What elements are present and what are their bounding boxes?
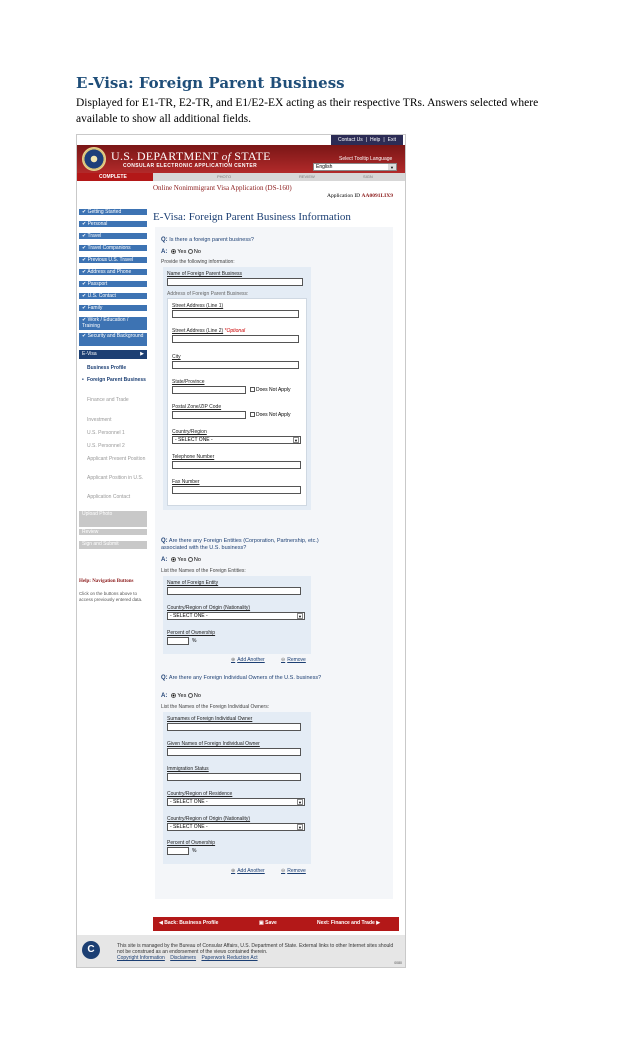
sidebar-item-label: Passport [87, 281, 108, 287]
street2-label: Street Address (Line 2) *Optional [172, 328, 246, 334]
progress-complete-label: COMPLETE [99, 174, 127, 180]
page-title: E-Visa: Foreign Parent Business Information [153, 211, 351, 223]
top-links: Contact Us | Help | Exit [331, 135, 403, 145]
answer-foreign-owners [161, 693, 201, 699]
add-icon: ⊕ [231, 868, 236, 874]
site-header [77, 145, 406, 173]
paperwork-reduction-link[interactable]: Paperwork Reduction Act [201, 955, 258, 961]
sidebar-item-label: Previous U.S. Travel [87, 257, 134, 263]
surnames-label: Surnames of Foreign Individual Owner [167, 716, 253, 722]
question-text: Are there any Foreign Individual Owners of the U.S. business? [168, 675, 322, 681]
main-content [153, 181, 406, 968]
sidebar-item-sign-submit: Sign and Submit [79, 541, 147, 549]
sidebar-item-label: Work / Education / Training [82, 317, 129, 329]
fax-label: Fax Number [172, 479, 200, 485]
progress-step-review: REVIEW [299, 174, 315, 179]
contact-us-link[interactable]: Contact Us [338, 137, 363, 143]
q-label: Q: [161, 538, 168, 544]
sidebar-item-label: Address and Phone [87, 269, 132, 275]
help-text: Click on the buttons above to access previously entered data. [79, 591, 143, 602]
street1-input[interactable] [172, 310, 299, 318]
application-name: Online Nonimmigrant Visa Application (DS-160) [153, 184, 292, 192]
yes-radio[interactable] [171, 693, 176, 698]
footer-links [117, 955, 262, 961]
no-radio[interactable] [188, 693, 193, 698]
optional-label: *Optional [224, 328, 246, 334]
sidebar [77, 181, 151, 968]
sidebar-item-review: Review [79, 529, 147, 535]
entity-name-label: Name of Foreign Entity [167, 580, 219, 586]
document-subtitle: Displayed for E1-TR, E2-TR, and E1/E2-EX acting as their respective TRs. Answers selected where available to show all additional fields. [76, 97, 539, 125]
progress-step-sign: SIGN [363, 174, 373, 179]
screenshot-frame [76, 134, 406, 968]
entity-origin-label: Country/Region of Origin (Nationality) [167, 605, 251, 611]
street1-label: Street Address (Line 1) [172, 303, 224, 309]
no-label: No [193, 249, 201, 255]
consular-affairs-logo-icon: C [82, 941, 100, 959]
select-value: - SELECT ONE - [170, 799, 208, 805]
sidebar-item-getting-started[interactable]: ✔ Getting Started [79, 209, 147, 216]
postal-input[interactable] [172, 411, 246, 419]
foreign-owner-group [163, 712, 311, 864]
sidebar-item-travel[interactable]: ✔ Travel [79, 233, 147, 240]
progress-bar [77, 173, 406, 181]
sidebar-item-upload-photo: Upload Photo [79, 511, 147, 527]
footer-code: 0080 [394, 961, 402, 965]
sidebar-item-passport[interactable]: ✔ Passport [79, 281, 147, 288]
department-name: U.S. DEPARTMENT [111, 149, 219, 163]
sidebar-item-label: Foreign Parent Business [87, 377, 146, 383]
entity-name-input[interactable] [167, 587, 301, 595]
sidebar-subitem-foreign-parent-business[interactable] [79, 377, 147, 389]
state-does-not-apply-checkbox[interactable] [250, 387, 290, 393]
chevron-left-icon: ◀ [159, 920, 163, 926]
owner-origin-label: Country/Region of Origin (Nationality) [167, 816, 251, 822]
bullet-icon: • [82, 377, 84, 383]
save-button[interactable] [259, 920, 277, 926]
country-label: Country/Region [172, 429, 207, 435]
progress-step-photo: PHOTO [217, 174, 232, 179]
remove-icon: ⊖ [281, 868, 286, 874]
top-bar [77, 135, 406, 145]
sidebar-item-work-education[interactable]: ✔ Work / Education / Training [79, 317, 147, 331]
sidebar-subitem-present-position[interactable]: Applicant Present Position [87, 456, 146, 462]
sidebar-subitem-us-personnel-1[interactable]: U.S. Personnel 1 [87, 430, 125, 436]
sidebar-subitem-business-profile[interactable]: Business Profile [87, 365, 127, 371]
progress-complete [77, 173, 153, 181]
add-icon: ⊕ [231, 657, 236, 663]
department-state: STATE [234, 149, 271, 163]
center-subtitle: CONSULAR ELECTRONIC APPLICATION CENTER [123, 163, 258, 169]
instruction-text: Provide the following information: [161, 259, 235, 265]
given-names-label: Given Names of Foreign Individual Owner [167, 741, 260, 747]
application-id [327, 193, 393, 199]
select-value: - SELECT ONE - [170, 824, 208, 830]
residence-label: Country/Region of Residence [167, 791, 233, 797]
sidebar-subitem-investment[interactable]: Investment [87, 417, 112, 423]
exit-link[interactable]: Exit [387, 137, 396, 143]
fax-input[interactable] [172, 486, 301, 494]
address-label: Address of Foreign Parent Business: [167, 291, 249, 297]
a-label: A: [161, 249, 168, 255]
application-id-value: AA0091LIX9 [361, 193, 393, 199]
save-icon: ▣ [259, 920, 264, 926]
telephone-label: Telephone Number [172, 454, 215, 460]
remove-entity-link[interactable] [281, 657, 306, 663]
telephone-input[interactable] [172, 461, 301, 469]
chevron-down-icon: ▼ [388, 164, 396, 170]
address-group [167, 298, 307, 506]
sidebar-item-us-contact[interactable]: ✔ U.S. Contact [79, 293, 147, 300]
sidebar-item-label: Travel Companions [87, 245, 131, 251]
sidebar-item-security[interactable]: ✔ Security and Background [79, 333, 147, 347]
question-text: Is there a foreign parent business? [169, 237, 254, 243]
checkbox-label: Does Not Apply [256, 387, 291, 393]
residence-select[interactable] [167, 798, 305, 806]
help-link[interactable]: Help [370, 137, 381, 143]
owner-origin-select[interactable] [167, 823, 305, 831]
sidebar-subitem-us-personnel-2[interactable]: U.S. Personnel 2 [87, 443, 125, 449]
site-footer [77, 935, 406, 968]
a-label: A: [161, 693, 168, 699]
answer-foreign-parent [161, 249, 201, 255]
back-button[interactable] [159, 920, 218, 926]
remove-icon: ⊖ [281, 657, 286, 663]
remove-owner-link[interactable] [281, 868, 306, 874]
no-label: No [193, 557, 201, 563]
surnames-input[interactable] [167, 723, 301, 731]
given-names-input[interactable] [167, 748, 301, 756]
link-label: Add Another [237, 868, 265, 874]
disclaimers-link[interactable]: Disclaimers [170, 955, 197, 961]
city-input[interactable] [172, 361, 299, 369]
chevron-down-icon: ▼ [294, 438, 298, 443]
sidebar-item-label: U.S. Contact [87, 293, 116, 299]
city-label: City [172, 354, 181, 360]
q-label: Q: [161, 237, 168, 243]
sidebar-item-personal[interactable]: ✔ Personal [79, 221, 147, 228]
add-another-entity-link[interactable] [231, 657, 265, 663]
entity-ownership-input[interactable] [167, 637, 189, 645]
help-title: Help: Navigation Buttons [79, 579, 134, 584]
sidebar-subitem-application-contact[interactable]: Application Contact [87, 494, 131, 500]
immigration-status-label: Immigration Status [167, 766, 209, 772]
question-foreign-owners [161, 675, 331, 682]
owner-ownership-label: Percent of Ownership [167, 840, 216, 846]
owner-ownership-input[interactable] [167, 847, 189, 855]
button-label: Save [265, 920, 277, 926]
button-label: Next: Finance and Trade [317, 920, 375, 926]
yes-label: Yes [177, 249, 187, 255]
sidebar-item-label: Security and Background [87, 333, 144, 339]
sidebar-subitem-finance-trade[interactable]: Finance and Trade [87, 397, 129, 403]
link-label: Add Another [237, 657, 265, 663]
sidebar-item-evisa[interactable] [79, 350, 147, 359]
sidebar-item-label: E-Visa [82, 351, 97, 357]
instruction-text: List the Names of the Foreign Individual Owners: [161, 704, 270, 710]
state-department-seal-icon [82, 147, 106, 171]
footer-text: This site is managed by the Bureau of Consular Affairs, U.S. Department of State. External links to other Internet sites should not be construed as an endorsement of the views contained therein. [117, 943, 394, 955]
yes-label: Yes [177, 693, 187, 699]
question-foreign-entities [161, 538, 331, 552]
percent-sign: % [192, 638, 197, 644]
chevron-down-icon: ▼ [298, 825, 302, 830]
form-panel [155, 227, 393, 899]
q-label: Q: [161, 675, 168, 681]
postal-label: Postal Zone/ZIP Code [172, 404, 222, 410]
sidebar-item-address-phone[interactable]: ✔ Address and Phone [79, 269, 147, 276]
parent-business-name-input[interactable] [167, 278, 303, 286]
chevron-down-icon: ▼ [298, 800, 302, 805]
instruction-text: List the Names of the Foreign Entities: [161, 568, 246, 574]
entity-ownership-label: Percent of Ownership [167, 630, 216, 636]
link-label: Remove [287, 657, 306, 663]
document-title: E-Visa: Foreign Parent Business [76, 74, 345, 92]
chevron-right-icon: ▶ [376, 920, 381, 926]
no-radio[interactable] [188, 557, 193, 562]
link-label: Remove [287, 868, 306, 874]
parent-business-name-label: Name of Foreign Parent Business [167, 271, 243, 277]
question-text: Are there any Foreign Entities (Corporation, Partnership, etc.) associated with the U.S. business? [161, 538, 319, 551]
checkbox-label: Does Not Apply [256, 412, 291, 418]
entity-origin-select[interactable] [167, 612, 305, 620]
country-select[interactable] [172, 436, 301, 444]
sidebar-item-label: Getting Started [87, 209, 122, 215]
next-button[interactable] [317, 920, 380, 926]
department-title [111, 149, 271, 164]
sidebar-item-label: Travel [87, 233, 102, 239]
application-id-label: Application ID [326, 193, 361, 199]
tooltip-language-value: English [316, 164, 333, 170]
no-radio[interactable] [188, 249, 193, 254]
sidebar-item-label: Personal [87, 221, 108, 227]
tooltip-language-label: Select Tooltip Language [339, 156, 393, 162]
select-value: - SELECT ONE - [175, 437, 213, 443]
street2-input[interactable] [172, 335, 299, 343]
sidebar-subitem-position-us[interactable]: Applicant Position in U.S. [87, 475, 144, 481]
sidebar-item-travel-companions[interactable]: ✔ Travel Companions [79, 245, 147, 252]
state-input[interactable] [172, 386, 246, 394]
foreign-entity-group [163, 576, 311, 654]
sidebar-item-family[interactable]: ✔ Family [79, 305, 147, 312]
answer-foreign-entities [161, 557, 201, 563]
immigration-status-input[interactable] [167, 773, 301, 781]
chevron-down-icon: ▼ [298, 614, 302, 619]
copyright-link[interactable]: Copyright Information [117, 955, 165, 961]
yes-radio[interactable] [171, 557, 176, 562]
state-label: State/Province [172, 379, 205, 385]
sidebar-item-previous-travel[interactable]: ✔ Previous U.S. Travel [79, 257, 147, 264]
chevron-right-icon: ▶ [140, 351, 144, 357]
department-of: of [221, 151, 231, 163]
tooltip-language-select[interactable] [313, 163, 397, 171]
percent-sign: % [192, 848, 197, 854]
question-foreign-parent [161, 237, 331, 244]
parent-business-group [163, 267, 311, 510]
no-label: No [193, 693, 201, 699]
button-label: Back: Business Profile [164, 920, 219, 926]
select-value: - SELECT ONE - [170, 613, 208, 619]
navigation-button-bar [153, 917, 399, 931]
yes-label: Yes [177, 557, 187, 563]
sidebar-item-label: Family [87, 305, 103, 311]
postal-does-not-apply-checkbox[interactable] [250, 412, 290, 418]
yes-radio[interactable] [171, 249, 176, 254]
add-another-owner-link[interactable] [231, 868, 265, 874]
a-label: A: [161, 557, 168, 563]
